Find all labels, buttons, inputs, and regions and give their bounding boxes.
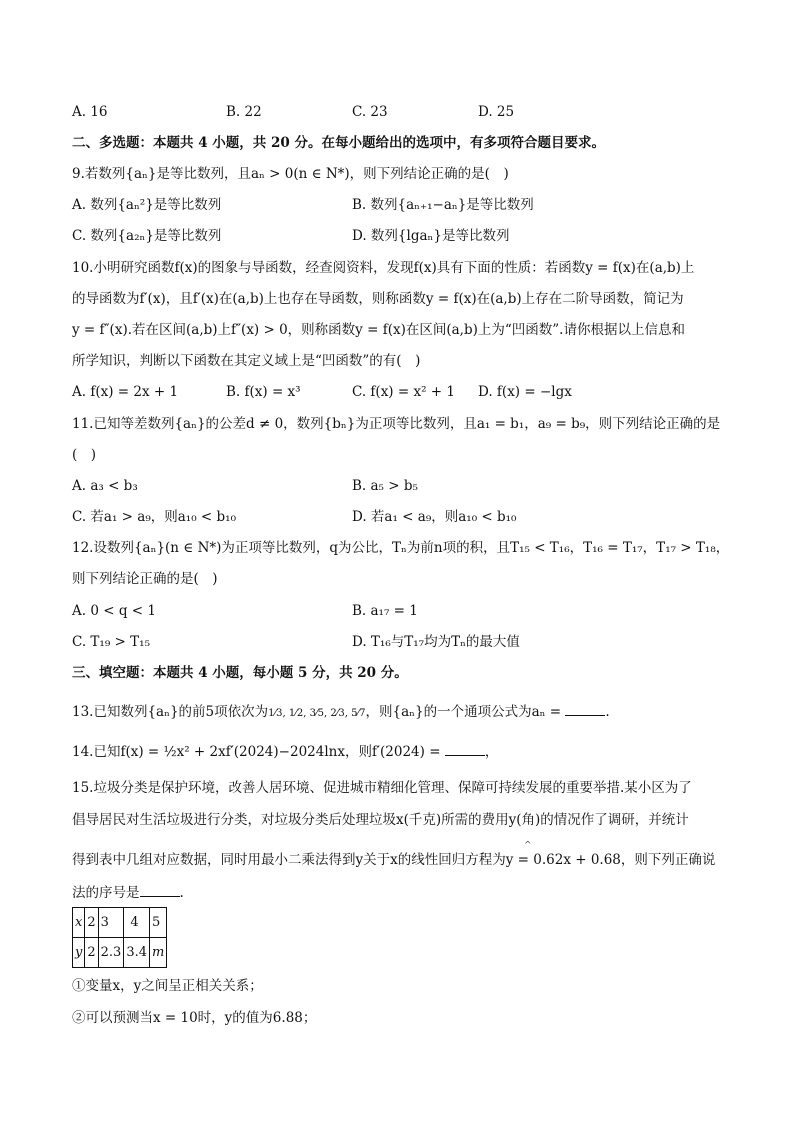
q15-statement-1: ①变量x，y之间呈正相关关系； (72, 978, 263, 994)
q15-line-4 (72, 882, 184, 903)
q13-text-after: ，则{aₙ}的一个通项公式为aₙ = (365, 704, 566, 720)
q9-option-c: C. 数列{a₂ₙ}是等比数列 (72, 228, 222, 244)
q10-line-4: 所学知识，判断以下函数在其定义域上是“凹函数”的有( ) (72, 353, 421, 369)
q10-option-b: B. f(x) = x³ (226, 384, 301, 400)
table-cell: 2 (85, 908, 98, 938)
q13-text-end: . (605, 704, 610, 720)
q11-option-c: C. 若a₁ > a₉，则a₁₀ < b₁₀ (72, 509, 236, 525)
xy-data-table (72, 907, 167, 968)
q14-text-before: 14.已知f(x) = ½x² + 2xf′(2024)−2024lnx，则f′(2024) = (72, 744, 445, 760)
table-cell: x (73, 908, 85, 938)
q10-line-1: 10.小明研究函数f(x)的图象与导函数，经查阅资料，发现f(x)具有下面的性质：若函数y = f(x)在(a,b)上 (72, 260, 695, 276)
q12-option-a: A. 0 < q < 1 (72, 603, 156, 619)
q9-option-d: D. 数列{lgaₙ}是等比数列 (352, 228, 510, 244)
table-cell: 3 (98, 908, 124, 938)
q11-option-b: B. a₅ > b₅ (352, 478, 418, 494)
q15-statement-2: ②可以预测当x = 10时，y的值为6.88； (72, 1010, 317, 1026)
table-cell: 4 (124, 908, 150, 938)
q10-line-2: 的导函数为f′(x)，且f′(x)在(a,b)上也存在导函数，则称函数y = f(x)在(a,b)上存在二阶导函数，简记为 (72, 291, 684, 307)
q8-option-d: D. 25 (478, 104, 515, 120)
q10-option-c: C. f(x) = x² + 1 (352, 384, 455, 400)
q12-line-2: 则下列结论正确的是( ) (72, 571, 218, 587)
q9-option-a: A. 数列{aₙ²}是等比数列 (72, 197, 222, 213)
q12-option-c: C. T₁₉ > T₁₅ (72, 634, 150, 650)
q15-answer-blank (140, 882, 180, 897)
q15-line-1: 15.垃圾分类是保护环境，改善人居环境、促进城市精细化管理、保障可持续发展的重要举措.某小区为了 (72, 780, 692, 796)
table-cell: 2.3 (98, 938, 124, 968)
q9-option-b: B. 数列{aₙ₊₁−aₙ}是等比数列 (352, 197, 534, 213)
q11-line-2: ( ) (72, 447, 97, 463)
table-row (73, 938, 167, 968)
q10-option-d: D. f(x) = −lgx (478, 384, 572, 400)
regression-hat-mark: ^ (524, 841, 532, 851)
q8-option-c: C. 23 (352, 104, 388, 120)
q13-fractions: 1⁄3, 1⁄2, 3⁄5, 2⁄3, 5⁄7 (268, 708, 366, 719)
q13-answer-blank (565, 701, 605, 716)
table-cell: 2 (85, 938, 98, 968)
q13-text-before: 13.已知数列{aₙ}的前5项依次为 (72, 704, 269, 720)
q14-text-end: ， (484, 744, 499, 760)
section-heading-multiple-choice: 二、多选题：本题共 4 小题，共 20 分。在每小题给出的选项中，有多项符合题目要求。 (72, 135, 605, 151)
q11-option-a: A. a₃ < b₃ (72, 478, 138, 494)
q14-stem (72, 741, 498, 762)
q10-option-a: A. f(x) = 2x + 1 (72, 384, 179, 400)
q11-option-d: D. 若a₁ < a₉，则a₁₀ < b₁₀ (352, 509, 517, 525)
table-cell: 3.4 (124, 938, 150, 968)
table-row (73, 908, 167, 938)
q14-answer-blank (445, 741, 485, 756)
table-cell: m (150, 938, 167, 968)
q12-option-b: B. a₁₇ = 1 (352, 603, 418, 619)
q15-text-end: . (179, 885, 184, 901)
q15-line-2: 倡导居民对生活垃圾进行分类，对垃圾分类后处理垃圾x(千克)所需的费用y(角)的情况作了调研，并统计 (72, 812, 689, 828)
q12-option-d: D. T₁₆与T₁₇均为Tₙ的最大值 (352, 634, 520, 650)
table-cell: y (73, 938, 85, 968)
q10-line-3: y = f″(x).若在区间(a,b)上f″(x) > 0，则称函数y = f(x)在区间(a,b)上为“凹函数”.请你根据以上信息和 (72, 322, 685, 338)
q8-option-b: B. 22 (226, 104, 262, 120)
q15-text-before: 法的序号是 (72, 885, 140, 901)
table-cell: 5 (150, 908, 167, 938)
q9-stem: 9.若数列{aₙ}是等比数列，且aₙ > 0(n ∈ N*)，则下列结论正确的是( ) (72, 166, 509, 182)
section-heading-fill-in: 三、填空题：本题共 4 小题，每小题 5 分，共 20 分。 (72, 665, 408, 681)
q11-line-1: 11.已知等差数列{aₙ}的公差d ≠ 0，数列{bₙ}为正项等比数列，且a₁ = b₁，a₉ = b₉，则下列结论正确的是 (72, 416, 721, 432)
q8-option-a: A. 16 (72, 104, 108, 120)
q15-line-3: 得到表中几组对应数据，同时用最小二乘法得到y关于x的线性回归方程为y = 0.62x + 0.68，则下列正确说 (72, 852, 716, 868)
q13-stem (72, 701, 610, 724)
q12-line-1: 12.设数列{aₙ}(n ∈ N*)为正项等比数列，q为公比，Tₙ为前n项的积，且T₁₅ < T₁₆，T₁₆ = T₁₇，T₁₇ > T₁₈， (72, 540, 730, 556)
